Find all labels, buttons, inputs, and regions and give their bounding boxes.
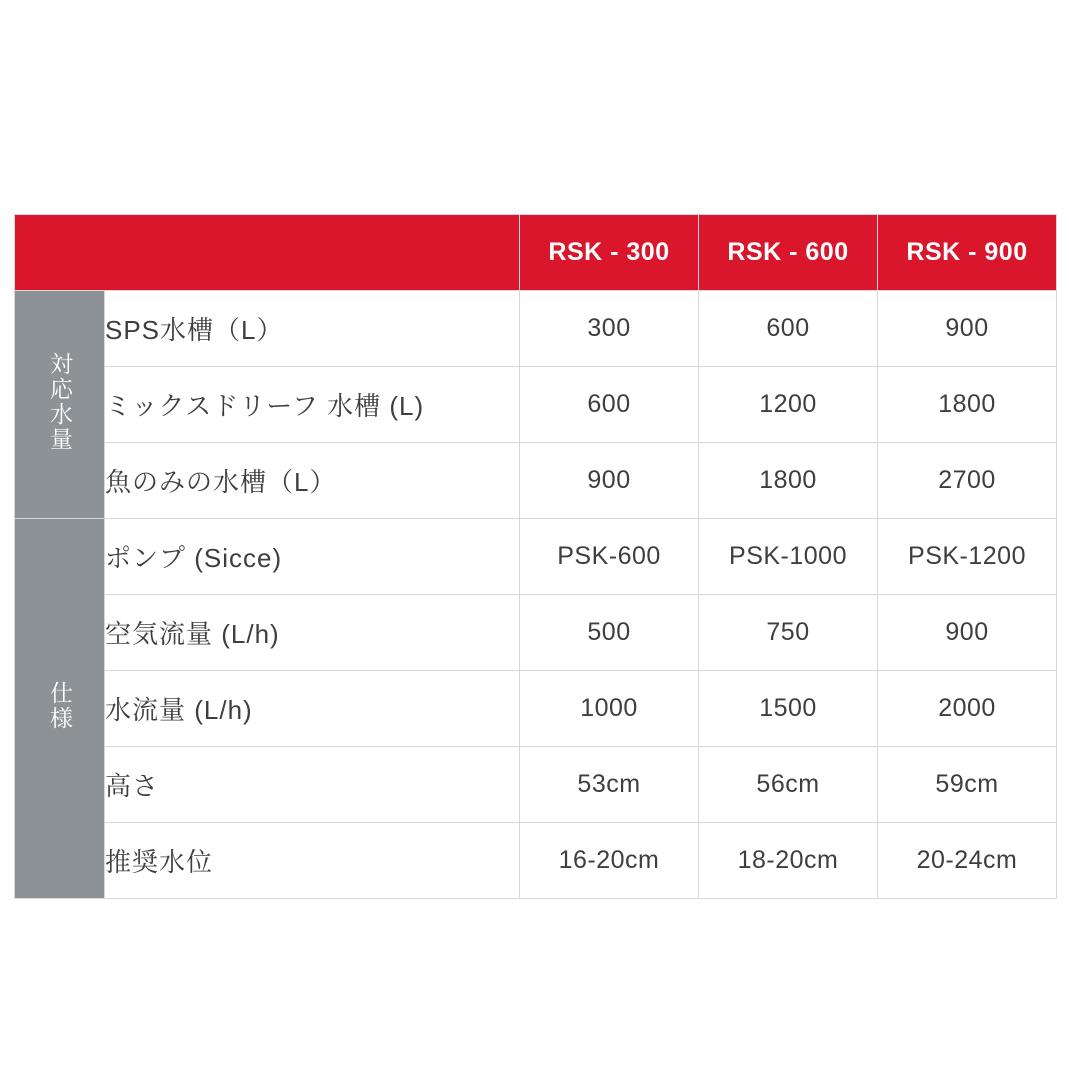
table-row (15, 291, 1057, 367)
row-label-sps-tank: SPS水槽（L） (105, 291, 520, 367)
cell-water-flow-rsk600: 1500 (699, 671, 878, 747)
table-row (15, 823, 1057, 899)
cell-air-flow-rsk300: 500 (520, 595, 699, 671)
cell-height-rsk600: 56cm (699, 747, 878, 823)
cell-sps-tank-rsk900: 900 (878, 291, 1057, 367)
cell-mixed-reef-rsk900: 1800 (878, 367, 1057, 443)
column-header-rsk600: RSK - 600 (699, 215, 878, 291)
cell-pump-rsk300: PSK-600 (520, 519, 699, 595)
row-label-recommended-water-level: 推奨水位 (105, 823, 520, 899)
cell-fish-only-rsk300: 900 (520, 443, 699, 519)
specification-table (14, 214, 1057, 899)
column-header-rsk300: RSK - 300 (520, 215, 699, 291)
group-label-specs-text: 仕様 (47, 680, 73, 731)
group-label-capacity (15, 291, 105, 519)
table-row (15, 367, 1057, 443)
cell-water-flow-rsk900: 2000 (878, 671, 1057, 747)
group-label-specs (15, 519, 105, 899)
cell-water-flow-rsk300: 1000 (520, 671, 699, 747)
table-row (15, 519, 1057, 595)
cell-water-level-rsk600: 18-20cm (699, 823, 878, 899)
cell-air-flow-rsk600: 750 (699, 595, 878, 671)
cell-fish-only-rsk900: 2700 (878, 443, 1057, 519)
row-label-air-flow: 空気流量 (L/h) (105, 595, 520, 671)
cell-water-level-rsk300: 16-20cm (520, 823, 699, 899)
column-header-rsk900: RSK - 900 (878, 215, 1057, 291)
cell-sps-tank-rsk600: 600 (699, 291, 878, 367)
cell-pump-rsk900: PSK-1200 (878, 519, 1057, 595)
table-row (15, 595, 1057, 671)
row-label-water-flow: 水流量 (L/h) (105, 671, 520, 747)
row-label-height: 高さ (105, 747, 520, 823)
cell-water-level-rsk900: 20-24cm (878, 823, 1057, 899)
cell-sps-tank-rsk300: 300 (520, 291, 699, 367)
cell-fish-only-rsk600: 1800 (699, 443, 878, 519)
header-blank-cell (15, 215, 520, 291)
cell-air-flow-rsk900: 900 (878, 595, 1057, 671)
cell-height-rsk300: 53cm (520, 747, 699, 823)
row-label-pump: ポンプ (Sicce) (105, 519, 520, 595)
group-label-capacity-text: 対応水量 (47, 351, 73, 452)
table-row (15, 443, 1057, 519)
table-header-row (15, 215, 1057, 291)
table-row (15, 671, 1057, 747)
cell-pump-rsk600: PSK-1000 (699, 519, 878, 595)
cell-height-rsk900: 59cm (878, 747, 1057, 823)
row-label-fish-only-tank: 魚のみの水槽（L） (105, 443, 520, 519)
table-row (15, 747, 1057, 823)
row-label-mixed-reef-tank: ミックスドリーフ 水槽 (L) (105, 367, 520, 443)
cell-mixed-reef-rsk300: 600 (520, 367, 699, 443)
cell-mixed-reef-rsk600: 1200 (699, 367, 878, 443)
